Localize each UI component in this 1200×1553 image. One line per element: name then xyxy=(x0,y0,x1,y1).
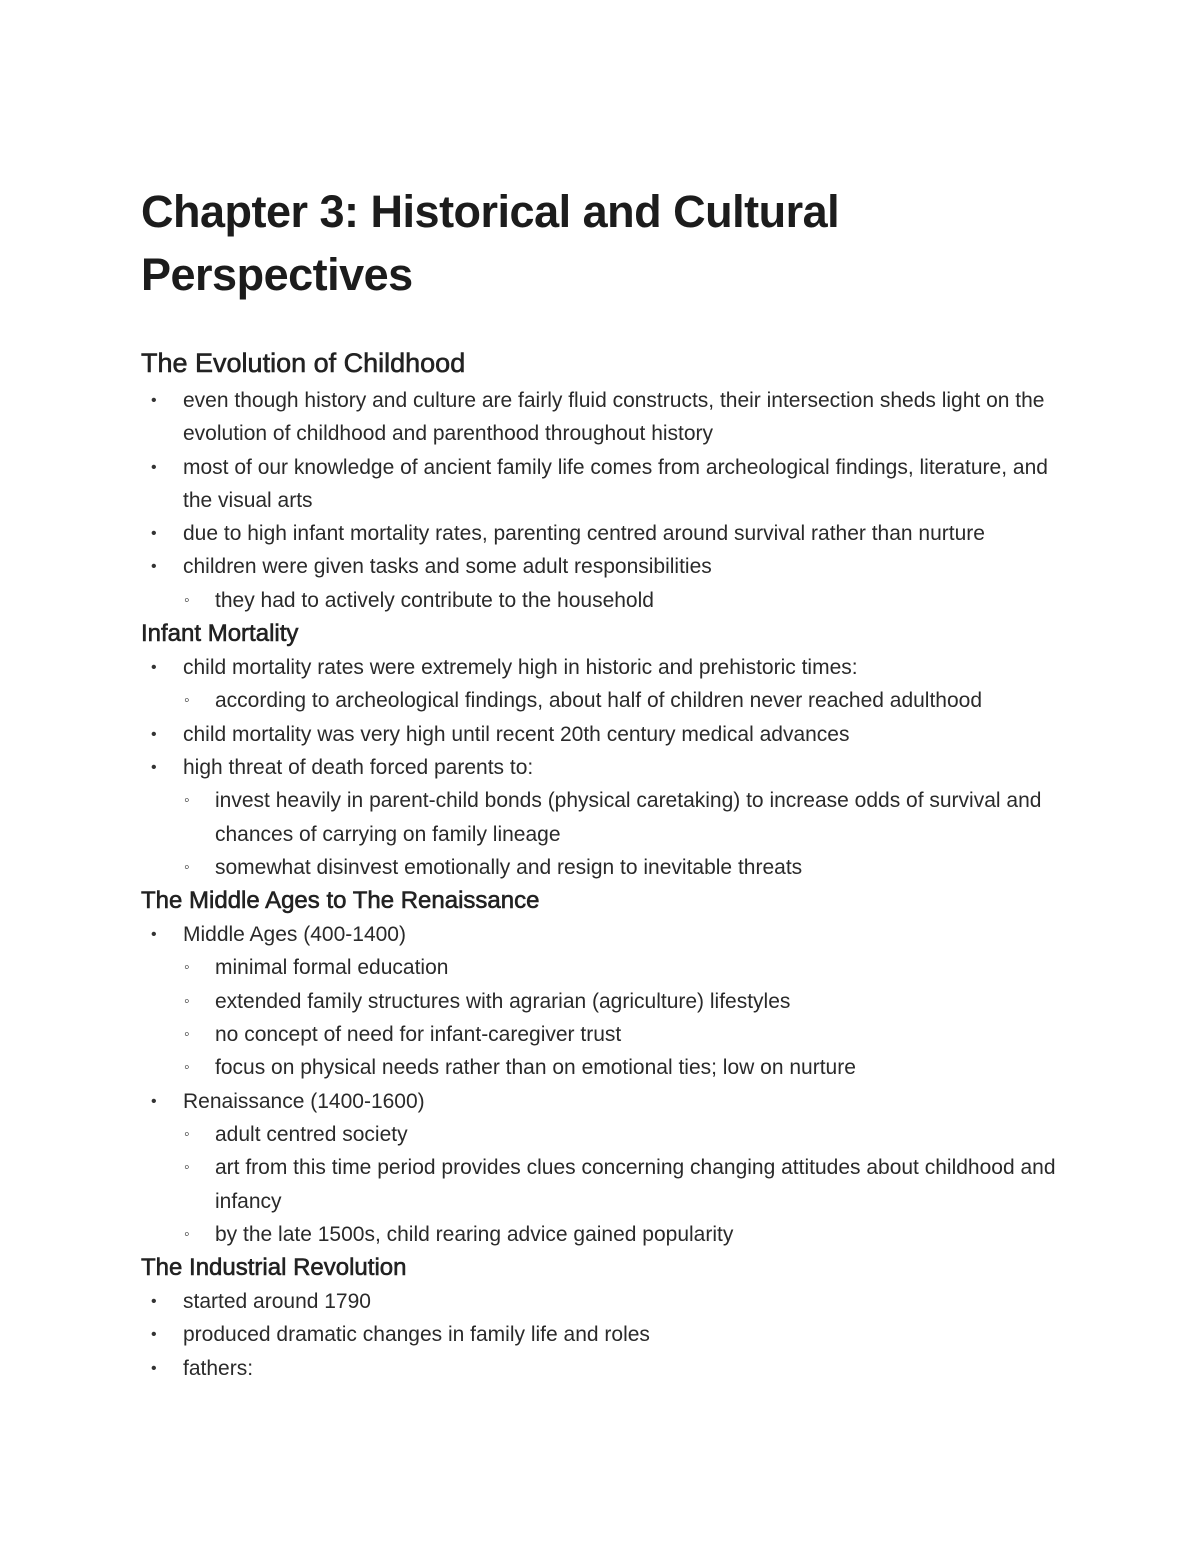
sub-list-item: ◦ invest heavily in parent-child bonds (physical caretaking) to increase odds of survival and chances of carrying on family lineage xyxy=(141,784,1081,851)
list-item: • children were given tasks and some adult responsibilities xyxy=(141,550,1081,583)
section-title-infant-mortality: Infant Mortality xyxy=(141,620,299,648)
section-list xyxy=(141,651,1081,684)
sub-list xyxy=(141,1118,1081,1251)
list-item: • even though history and culture are fairly fluid constructs, their intersection sheds light on the evolution of childhood and parenthood throughout history xyxy=(141,384,1081,451)
section-title-evolution-of-childhood: The Evolution of Childhood xyxy=(141,348,466,378)
section-list xyxy=(141,1085,1081,1118)
section-list xyxy=(141,918,1081,951)
section-list xyxy=(141,1285,1081,1385)
bullet-icon: ◦ xyxy=(184,992,190,1010)
bullet-icon: • xyxy=(151,525,157,543)
list-item: • started around 1790 xyxy=(141,1285,1081,1318)
sub-list-item: ◦ no concept of need for infant-caregiver trust xyxy=(141,1018,1081,1051)
list-item: • most of our knowledge of ancient family life comes from archeological findings, literature, and the visual arts xyxy=(141,451,1081,518)
bullet-icon: ◦ xyxy=(184,959,190,977)
list-item: • high threat of death forced parents to: xyxy=(141,751,1081,784)
list-item: • child mortality was very high until recent 20th century medical advances xyxy=(141,718,1081,751)
bullet-icon: ◦ xyxy=(184,858,190,876)
sub-list-item: ◦ minimal formal education xyxy=(141,951,1081,984)
sub-list-item: ◦ somewhat disinvest emotionally and resign to inevitable threats xyxy=(141,851,1081,884)
bullet-icon: • xyxy=(151,458,157,476)
bullet-icon: ◦ xyxy=(184,1125,190,1143)
sub-list xyxy=(141,951,1081,1084)
bullet-icon: • xyxy=(151,1326,157,1344)
bullet-icon: • xyxy=(151,758,157,776)
bullet-icon: ◦ xyxy=(184,591,190,609)
list-item: • Middle Ages (400-1400) xyxy=(141,918,1081,951)
list-item: • Renaissance (1400-1600) xyxy=(141,1085,1081,1118)
bullet-icon: • xyxy=(151,1293,157,1311)
sub-list-item: ◦ by the late 1500s, child rearing advice gained popularity xyxy=(141,1218,1081,1251)
section-list xyxy=(141,718,1081,785)
section-title-industrial-revolution: The Industrial Revolution xyxy=(141,1254,407,1282)
sub-list-item: ◦ adult centred society xyxy=(141,1118,1081,1151)
sub-list-item: ◦ they had to actively contribute to the household xyxy=(141,584,1081,617)
sub-list xyxy=(141,684,1081,717)
bullet-icon: • xyxy=(151,659,157,677)
list-item: • produced dramatic changes in family life and roles xyxy=(141,1318,1081,1351)
bullet-icon: • xyxy=(151,725,157,743)
sub-list-item: ◦ extended family structures with agrarian (agriculture) lifestyles xyxy=(141,985,1081,1018)
sub-list-item: ◦ according to archeological findings, about half of children never reached adulthood xyxy=(141,684,1081,717)
bullet-icon: ◦ xyxy=(184,692,190,710)
sub-list xyxy=(141,584,1081,617)
list-item: • fathers: xyxy=(141,1352,1081,1385)
bullet-icon: • xyxy=(151,392,157,409)
list-item: • child mortality rates were extremely high in historic and prehistoric times: xyxy=(141,651,1081,684)
bullet-icon: ◦ xyxy=(184,1225,190,1243)
bullet-icon: • xyxy=(151,926,157,944)
section-list xyxy=(141,384,1081,584)
sub-list-item: ◦ art from this time period provides clues concerning changing attitudes about childhood and infancy xyxy=(141,1151,1081,1218)
bullet-icon: • xyxy=(151,1092,157,1110)
sub-list xyxy=(141,784,1081,884)
bullet-icon: • xyxy=(151,558,157,576)
sub-list-item: ◦ focus on physical needs rather than on emotional ties; low on nurture xyxy=(141,1051,1081,1084)
document-page xyxy=(141,180,1081,1385)
list-item: • due to high infant mortality rates, parenting centred around survival rather than nurture xyxy=(141,517,1081,550)
section-title-middle-ages-renaissance: The Middle Ages to The Renaissance xyxy=(141,887,540,915)
bullet-icon: • xyxy=(151,1359,157,1377)
bullet-icon: ◦ xyxy=(184,1026,190,1044)
chapter-title: Chapter 3: Historical and Cultural Perspectives xyxy=(141,186,840,300)
bullet-icon: ◦ xyxy=(184,792,190,810)
bullet-icon: ◦ xyxy=(184,1159,190,1177)
bullet-icon: ◦ xyxy=(184,1059,190,1077)
